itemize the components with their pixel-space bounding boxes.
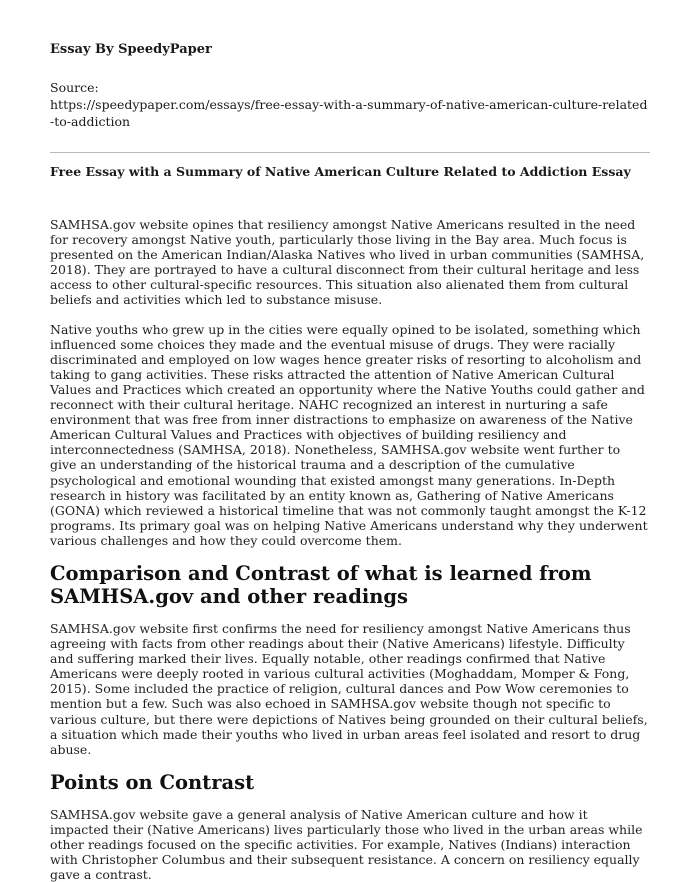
- divider: [50, 152, 650, 153]
- contrast-paragraph: SAMHSA.gov website gave a general analysis of Native American culture and how it impacted their (Native Americans) lives particularly those who lived in the urban areas while other readings focused on the specific activities. For example, Natives (Indians) interaction with Christopher Columbus and their subsequent resistance. A concern on resiliency equally gave a contrast.: [50, 806, 643, 882]
- essay-paragraph-1: SAMHSA.gov website opines that resiliency amongst Native Americans resulted in the need for recovery amongst Native youth, particularly those living in the Bay area. Much focus is presented on the American Indian/Alaska Natives who lived in urban communities (SAMHSA, 2018). They are portrayed to have a cultural disconnect from their cultural heritage and less access to other cultural-specific resources. This situation also alienated them from cultural beliefs and activities which led to substance misuse.: [50, 217, 645, 308]
- comparison-paragraph: SAMHSA.gov website first confirms the need for resiliency amongst Native Americans thus agreeing with facts from other readings about their (Native Americans) lifestyle. Difficulty and suffering marked their lives. Equally notable, other readings confirmed that Native Americans were deeply rooted in various cultural activities (Moghaddam, Momper & Fong, 2015). Some included the practice of religion, cultural dances and Pow Wow ceremonies to mention but a few. Such was also echoed in SAMHSA.gov website though not specific to various culture, but there were depictions of Natives being grounded on their cultural beliefs, a situation which made their youths who lived in urban areas feel isolated and resort to drug abuse.: [50, 620, 648, 757]
- comparison-heading: Comparison and Contrast of what is learned from SAMHSA.gov and other readings: [50, 561, 592, 608]
- essay-paragraph-2: Native youths who grew up in the cities were equally opined to be isolated, something which influenced some choices they made and the eventual misuse of drugs. They were racially discriminated and employed on low wages hence greater risks of resorting to alcoholism and taking to gang activities. These risks attracted the attention of Native American Cultural Values and Practices which created an opportunity where the Native Youths could gather and reconnect with their cultural heritage. NAHC recognized an interest in nurturing a safe environment that was free from inner distractions to emphasize on awareness of the Native American Cultural Values and Practices with objectives of building resiliency and interconnectedness (SAMHSA, 2018). Nonetheless, SAMHSA.gov website went further to give an understanding of the historical trauma and a description of the cumulative psychological and emotional wounding that existed amongst many generations. In-Depth research in history was facilitated by an entity known as, Gathering of Native Americans (GONA) which reviewed a historical timeline that was not commonly taught amongst the K-12 programs. Its primary goal was on helping Native Americans understand why they underwent various challenges and how they could overcome them.: [50, 321, 648, 548]
- contrast-heading: Points on Contrast: [50, 770, 255, 794]
- essay-title: Free Essay with a Summary of Native American Culture Related to Addiction Essay: [50, 164, 631, 179]
- source-label: Source:: [50, 80, 99, 95]
- source-url[interactable]: https://speedypaper.com/essays/free-essay-with-a-summary-of-native-american-culture-related-to-addiction: [50, 97, 648, 129]
- brand-title: Essay By SpeedyPaper: [50, 42, 212, 57]
